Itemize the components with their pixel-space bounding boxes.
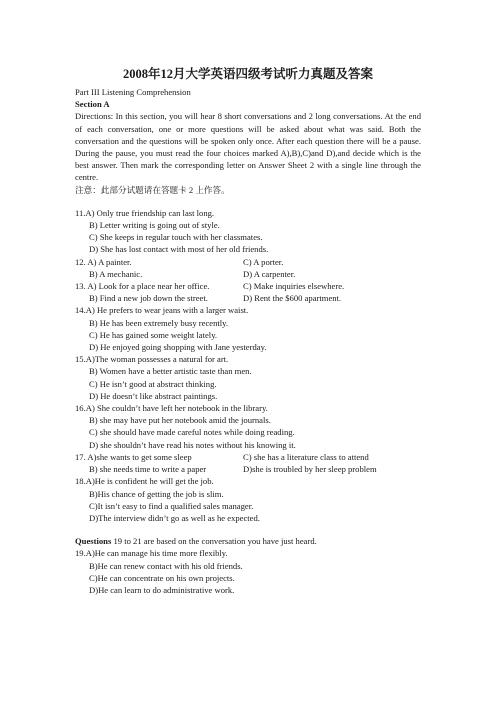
question-line xyxy=(75,488,421,500)
question-line xyxy=(75,390,421,402)
page-title: 2008年12月大学英语四级考试听力真题及答案 xyxy=(122,67,373,81)
answer-sheet-note: 注意：此部分试题请在答题卡 2 上作答。 xyxy=(75,184,230,195)
choice-text-second: D) Rent the $600 apartment. xyxy=(243,293,342,304)
choice-text: C) He has gained some weight lately. xyxy=(89,329,218,340)
document-page xyxy=(75,66,421,596)
choice-text: D) He enjoyed going shopping with Jane yesterday. xyxy=(89,342,267,353)
choice-text: B) He has been extremely busy recently. xyxy=(89,317,229,328)
question-line xyxy=(75,317,421,329)
question-line xyxy=(75,378,421,390)
choice-text: B) Letter writing is going out of style. xyxy=(89,220,220,231)
question-line xyxy=(75,584,421,596)
choice-text: 14.A) He prefers to wear jeans with a larger waist. xyxy=(75,305,249,316)
question-line xyxy=(75,341,421,353)
choice-text: C) He isn’t good at abstract thinking. xyxy=(89,378,217,389)
choice-text-second: C) Make inquiries elsewhere. xyxy=(243,281,345,292)
choice-text-second: D)she is troubled by her sleep problem xyxy=(243,464,377,475)
question-line xyxy=(75,426,421,438)
choice-text: C) She keeps in regular touch with her classmates. xyxy=(89,232,263,243)
choice-text: D)He can learn to do administrative work. xyxy=(89,584,235,595)
choice-text: 12. A) A painter. xyxy=(75,256,132,267)
choice-text: B) she needs time to write a paper xyxy=(89,464,207,475)
question-line xyxy=(75,219,421,231)
choice-text-second: D) A carpenter. xyxy=(243,268,296,279)
choice-text: C)It isn’t easy to find a qualified sales manager. xyxy=(89,500,254,511)
choice-text: D) she shouldn’t have read his notes without his knowing it. xyxy=(89,439,296,450)
choice-text: 16.A) She couldn’t have left her notebook in the library. xyxy=(75,403,268,414)
question-line xyxy=(75,231,421,243)
choice-text: C) she should have made careful notes while doing reading. xyxy=(89,427,295,438)
question-line xyxy=(75,243,421,255)
choice-text: C)He can concentrate on his own projects. xyxy=(89,572,235,583)
choice-text-second: C) A porter. xyxy=(243,256,284,267)
question-line xyxy=(75,268,421,280)
choice-text: B) A mechanic. xyxy=(89,268,143,279)
question-line xyxy=(75,402,421,414)
question-line xyxy=(75,329,421,341)
choice-text: 15.A)The woman possesses a natural for art. xyxy=(75,354,229,365)
question-line xyxy=(75,463,421,475)
choice-text: 17. A)she wants to get some sleep xyxy=(75,451,192,462)
choice-text: 11.A) Only true friendship can last long. xyxy=(75,207,215,218)
choice-text: B)He can renew contact with his old friends. xyxy=(89,560,243,571)
question-line xyxy=(75,304,421,316)
question-line xyxy=(75,512,421,524)
question-line xyxy=(75,475,421,487)
question-line xyxy=(75,500,421,512)
question-list-19-21 xyxy=(75,547,421,596)
questions-range-text: 19 to 21 are based on the conversation you have just heard. xyxy=(111,536,317,547)
choice-text: B) Women have a better artistic taste than men. xyxy=(89,366,252,377)
choice-text: 19.A)He can manage his time more flexibly. xyxy=(75,548,228,559)
question-line xyxy=(75,280,421,292)
question-line xyxy=(75,560,421,572)
part-heading: Part III Listening Comprehension xyxy=(75,87,191,97)
question-line xyxy=(75,365,421,377)
question-line xyxy=(75,353,421,365)
choice-text: B) Find a new job down the street. xyxy=(89,293,208,304)
choice-text: 13. A) Look for a place near her office. xyxy=(75,281,210,292)
question-line xyxy=(75,256,421,268)
choice-text-second: C) she has a literature class to attend xyxy=(243,451,369,462)
question-line xyxy=(75,207,421,219)
choice-text: D) She has lost contact with most of her old friends. xyxy=(89,244,269,255)
choice-text: D) He doesn’t like abstract paintings. xyxy=(89,390,218,401)
choice-text: B)His chance of getting the job is slim. xyxy=(89,488,224,499)
question-list-11-18 xyxy=(75,207,421,524)
question-line xyxy=(75,292,421,304)
directions-paragraph: Directions: In this section, you will hear 8 short conversations and 2 long conversations. At the end of each conversation, one or more questions will be asked about what was said. Both the conversation and the questions will be spoken only once. After each question there will be a pause. During the pause, you must read the four choices marked A),B),C)and D),and decide which is the best answer. Then mark the corresponding letter on Answer Sheet 2 with a single line through the centre. xyxy=(75,111,421,183)
question-line xyxy=(75,572,421,584)
choice-text: D)The interview didn’t go as well as he expected. xyxy=(89,512,260,523)
question-line xyxy=(75,451,421,463)
choice-text: 18.A)He is confident he will get the job. xyxy=(75,476,214,487)
questions-label: Questions xyxy=(75,536,112,547)
section-heading: Section A xyxy=(75,99,110,110)
choice-text: B) she may have put her notebook amid the journals. xyxy=(89,415,271,426)
question-line xyxy=(75,439,421,451)
conversation-intro xyxy=(75,535,421,547)
question-line xyxy=(75,547,421,559)
question-line xyxy=(75,414,421,426)
